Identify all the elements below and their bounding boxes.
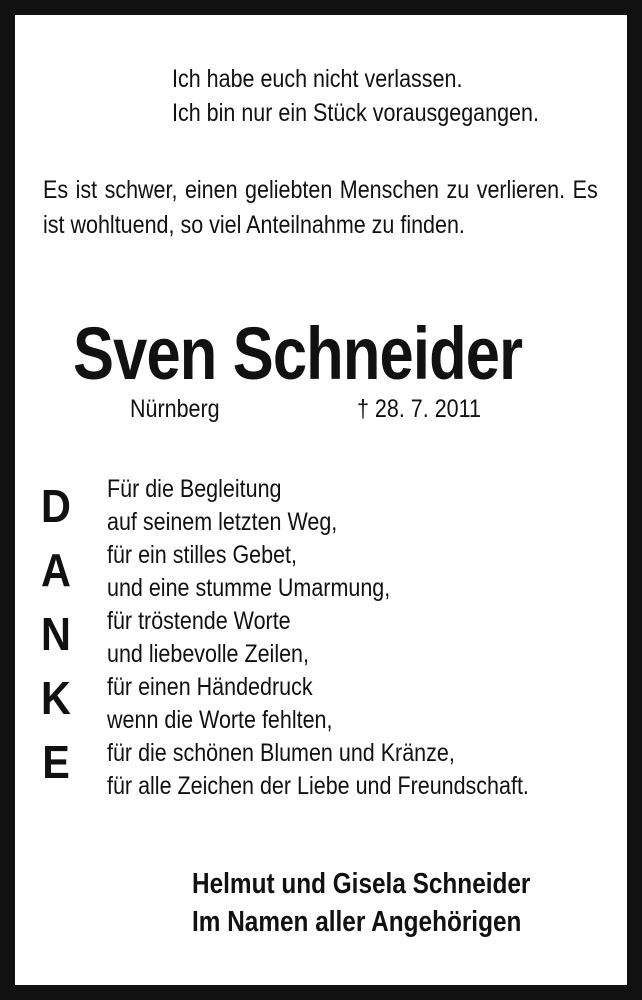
danke-letter: N [41,608,71,660]
thanks-line: für die schönen Blumen und Kränze, [107,739,455,767]
death-date: † 28. 7. 2011 [357,395,481,423]
thanks-line: für ein stilles Gebet, [107,541,298,569]
danke-letter: D [41,480,71,532]
thanks-line: für einen Händedruck [107,673,313,701]
thanks-line: und eine stumme Umarmung, [107,574,391,602]
thanks-line: und liebevolle Zeilen, [107,640,310,668]
motto-line: Ich bin nur ein Stück vorausgegangen. [172,99,539,127]
danke-letter: E [42,736,70,788]
intro-text: Es ist schwer, einen geliebten Menschen zu verlieren. Es ist wohltuend, so viel Anteilnahme zu finden. [43,176,598,239]
deceased-name: Sven Schneider [73,312,523,395]
danke-letter: K [41,672,71,724]
signature-block [192,865,530,941]
danke-vertical-word [36,474,76,794]
thanks-line: Für die Begleitung [107,475,282,503]
motto-line: Ich habe euch nicht verlassen. [172,65,463,93]
signature-names: Helmut und Gisela Schneider [192,868,531,900]
danke-letter: A [41,544,71,596]
thanks-line: auf seinem letzten Weg, [107,508,338,536]
thanks-line: wenn die Worte fehlten, [107,706,333,734]
thanks-list [107,473,529,803]
thanks-line: für tröstende Worte [107,607,291,635]
motto-quote [172,62,539,130]
deceased-place: Nürnberg [130,395,220,423]
thanks-line: für alle Zeichen der Liebe und Freundschaft. [107,772,529,800]
signature-subline: Im Namen aller Angehörigen [192,906,522,938]
